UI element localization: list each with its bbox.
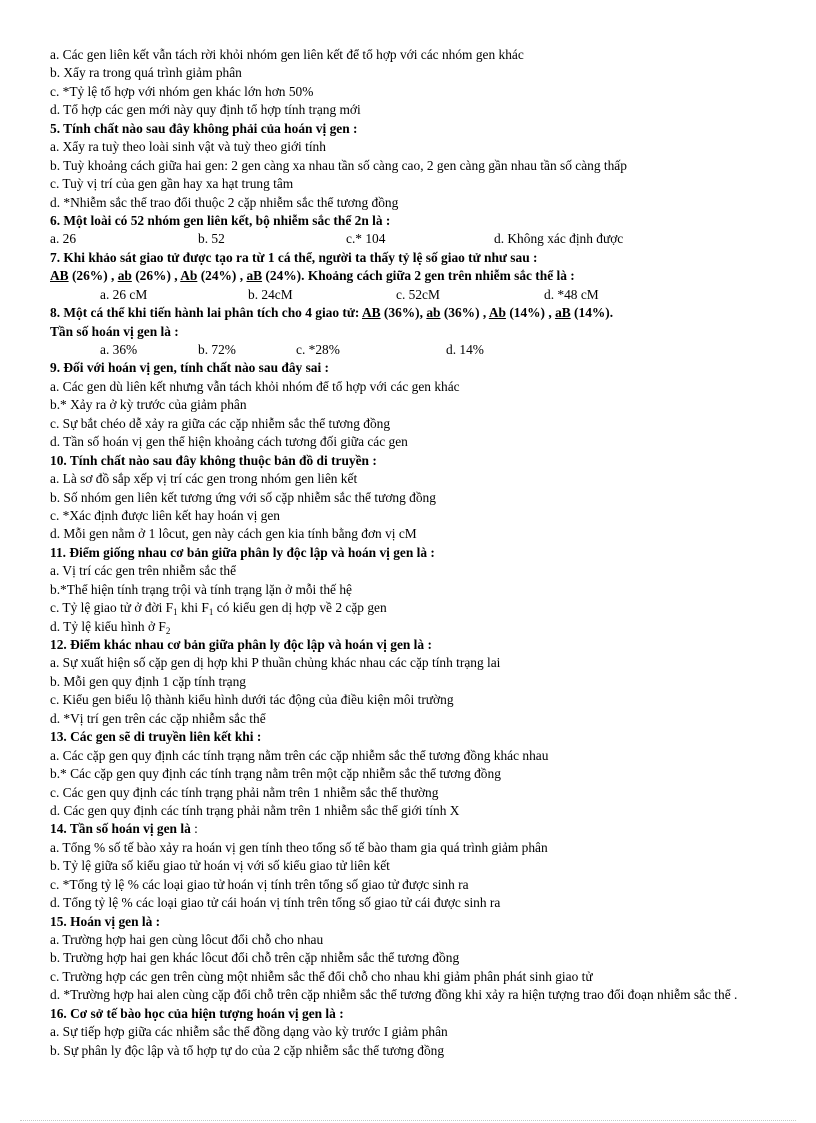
q6-option-a: a. 26: [50, 231, 77, 247]
q11-c-text: có kiểu gen dị hợp về 2 cặp gen: [213, 600, 387, 616]
gamete-ab: ab: [117, 268, 132, 284]
gamete-ratio: (36%) ,: [440, 305, 489, 321]
question-6-title: 6. Một loài có 52 nhóm gen liên kết, bộ nhiễm sắc thể 2n là :: [50, 212, 391, 228]
q12-option-b: b. Mỗi gen quy định 1 cặp tính trạng: [50, 673, 246, 689]
q10-option-b: b. Số nhóm gen liên kết tương ứng với số cặp nhiễm sắc thể tương đồng: [50, 489, 436, 505]
q15-option-a: a. Trường hợp hai gen cùng lôcut đổi chỗ cho nhau: [50, 932, 324, 947]
page-bottom-border: [20, 1120, 796, 1121]
q11-option-b: b.*Thể hiện tính trạng trội và tính trạng lặn ở mỗi thế hệ: [50, 581, 352, 597]
q6-option-b: b. 52: [198, 231, 225, 247]
gamete-ratio: (24%) ,: [197, 268, 247, 284]
q5-option-c: c. Tuỳ vị trí của gen gần hay xa hạt trung tâm: [50, 176, 294, 192]
question-5-title: 5. Tính chất nào sau đây không phải của hoán vị gen :: [50, 120, 358, 136]
q16-option-b: b. Sự phân ly độc lập và tổ hợp tự do của 2 cặp nhiễm sắc thể tương đồng: [50, 1042, 445, 1058]
subscript: 2: [165, 625, 171, 636]
q6-option-d: d. Không xác định được: [494, 231, 624, 247]
gamete-ab: ab: [426, 305, 441, 321]
q11-c-text: c. Tỷ lệ giao tử ở đời F: [50, 600, 174, 616]
q15-option-c: c. Trường hợp các gen trên cùng một nhiễm sắc thể đổi chỗ cho nhau khi giảm phân phát sinh giao tử: [50, 968, 593, 984]
gamete-aB: aB: [555, 305, 571, 321]
q14-option-b: b. Tỷ lệ giữa số kiểu giao tử hoán vị với số kiểu giao tử liên kết: [50, 858, 390, 874]
gamete-AB: AB: [361, 305, 381, 321]
q11-d-text: d. Tỷ lệ kiểu hình ở F: [50, 618, 166, 634]
q15-option-d: d. *Trường hợp hai alen cùng cặp đổi chỗ trên cặp nhiễm sắc thể tương đồng khi xảy ra hiện tượng trao đổi đoạn nhiễm sắc thể .: [50, 987, 738, 1003]
q12-option-d: d. *Vị trí gen trên các cặp nhiễm sắc thể: [50, 710, 266, 726]
q5-option-a: a. Xẩy ra tuỳ theo loài sinh vật và tuỳ theo giới tính: [50, 139, 326, 155]
gamete-Ab: Ab: [488, 305, 506, 321]
gamete-aB: aB: [246, 268, 263, 284]
question-14-title-line: [50, 820, 780, 838]
q13-option-a: a. Các cặp gen quy định các tính trạng nằm trên các cặp nhiễm sắc thể tương đồng khác nhau: [50, 747, 549, 763]
q7-option-c: c. 52cM: [396, 286, 440, 302]
q12-option-c: c. Kiểu gen biểu lộ thành kiểu hình dưới tác động của điều kiện môi trường: [50, 692, 454, 708]
q11-option-c: [50, 599, 780, 617]
q5-option-b: b. Tuỳ khoảng cách giữa hai gen: 2 gen càng xa nhau tần số càng cao, 2 gen càng gần nhau tần số càng thấp: [50, 157, 627, 173]
q14-option-a: a. Tổng % số tế bào xảy ra hoán vị gen tính theo tổng số tế bào tham gia quá trình giảm phân: [50, 839, 548, 855]
question-13-title: 13. Các gen sẽ di truyền liên kết khi :: [50, 729, 262, 745]
question-8-title-2: Tần số hoán vị gen là :: [50, 323, 179, 339]
gamete-ratio: (14%).: [570, 305, 614, 321]
question-14-title: 14. Tần số hoán vị gen là: [50, 821, 191, 837]
q13-option-b: b.* Các cặp gen quy định các tính trạng nằm trên một cặp nhiễm sắc thể tương đồng: [50, 766, 501, 782]
question-16-title: 16. Cơ sở tế bào học của hiện tượng hoán vị gen là :: [50, 1005, 344, 1021]
gamete-Ab: Ab: [180, 268, 198, 284]
q11-option-d: [50, 618, 780, 636]
q9-option-a: a. Các gen dù liên kết nhưng vẫn tách khỏi nhóm để tổ hợp với các gen khác: [50, 378, 460, 394]
q9-option-c: c. Sự bắt chéo dễ xảy ra giữa các cặp nhiễm sắc thể tương đồng: [50, 415, 391, 431]
gamete-AB: AB: [50, 268, 69, 284]
q8-option-c: c. *28%: [296, 342, 340, 357]
option-line: c. *Tỷ lệ tổ hợp với nhóm gen khác lớn hơn 50%: [50, 83, 314, 99]
q6-option-c: c.* 104: [346, 231, 386, 247]
q10-option-a: a. Là sơ đồ sắp xếp vị trí các gen trong nhóm gen liên kết: [50, 471, 358, 487]
q8-option-d: d. 14%: [446, 342, 484, 357]
q5-option-d: d. *Nhiễm sắc thể trao đổi thuộc 2 cặp nhiễm sắc thể tương đồng: [50, 194, 399, 210]
q7-option-d: d. *48 cM: [544, 286, 599, 302]
gamete-ratio: (26%) ,: [68, 268, 118, 284]
q7-option-b: b. 24cM: [248, 286, 293, 302]
option-line: a. Các gen liên kết vẫn tách rời khỏi nhóm gen liên kết để tổ hợp với các nhóm gen khác: [50, 47, 524, 62]
q8-options-row: [50, 341, 780, 359]
q7-options-row: [50, 286, 780, 304]
question-9-title: 9. Đối với hoán vị gen, tính chất nào sau đây sai :: [50, 360, 329, 376]
q16-option-a: a. Sự tiếp hợp giữa các nhiễm sắc thể đồng dạng vào kỳ trước I giảm phân: [50, 1024, 448, 1040]
subscript: 1: [173, 607, 178, 618]
subscript: 1: [208, 607, 214, 618]
q8-option-a: a. 36%: [100, 342, 138, 357]
gamete-ratio: (36%),: [380, 305, 427, 321]
q8-title-text: 8. Một cá thể khi tiến hành lai phân tích cho 4 giao tử:: [50, 305, 362, 321]
q9-option-b: b.* Xảy ra ở kỳ trước của giảm phân: [50, 397, 247, 413]
question-12-title: 12. Điểm khác nhau cơ bản giữa phân ly độc lập và hoán vị gen là :: [50, 637, 432, 652]
q10-option-c: c. *Xác định được liên kết hay hoán vị gen: [50, 507, 281, 523]
q12-option-a: a. Sự xuất hiện số cặp gen dị hợp khi P thuần chủng khác nhau các cặp tính trạng lai: [50, 655, 501, 671]
q11-option-a: a. Vị trí các gen trên nhiễm sắc thể: [50, 563, 237, 579]
q13-option-d: d. Các gen quy định các tính trạng phải nằm trên 1 nhiễm sắc thể giới tính X: [50, 802, 460, 818]
document-page: [50, 46, 780, 1060]
question-8-title: [50, 304, 780, 322]
gamete-ratio: (26%) ,: [131, 268, 181, 284]
q8-option-b: b. 72%: [198, 342, 236, 357]
question-15-title: 15. Hoán vị gen là :: [50, 913, 161, 929]
q14-option-c: c. *Tổng tỷ lệ % các loại giao tử hoán vị tính trên tổng số giao tử được sinh ra: [50, 876, 469, 892]
gamete-ratio: (14%) ,: [505, 305, 556, 321]
option-line: b. Xẩy ra trong quá trình giảm phân: [50, 65, 242, 81]
option-line: d. Tổ hợp các gen mới này quy định tổ hợp tính trạng mới: [50, 102, 361, 118]
gamete-ratio: (24%). Khoảng cách giữa 2 gen trên nhiễm sắc thể là :: [262, 268, 575, 284]
question-10-title: 10. Tính chất nào sau đây không thuộc bản đồ di truyền :: [50, 452, 377, 468]
q15-option-b: b. Trường hợp hai gen khác lôcut đổi chỗ trên cặp nhiễm sắc thể tương đồng: [50, 950, 460, 966]
q13-option-c: c. Các gen quy định các tính trạng phải nằm trên 1 nhiễm sắc thể thường: [50, 784, 439, 800]
q7-option-a: a. 26 cM: [100, 286, 148, 302]
q11-c-text: khi F: [177, 600, 209, 616]
q14-option-d: d. Tổng tỷ lệ % các loại giao tử cái hoán vị tính trên tổng số giao tử cái được sinh ra: [50, 895, 501, 911]
q14-title-tail: :: [190, 821, 198, 837]
q9-option-d: d. Tần số hoán vị gen thể hiện khoảng cách tương đối giữa các gen: [50, 434, 408, 450]
question-7-title: 7. Khi khảo sát giao tử được tạo ra từ 1 cá thể, người ta thấy tỷ lệ số giao tử như sau :: [50, 249, 538, 265]
q6-options-row: [50, 230, 780, 248]
question-11-title: 11. Điểm giống nhau cơ bản giữa phân ly độc lập và hoán vị gen là :: [50, 544, 435, 560]
q7-gametes-line: [50, 267, 780, 285]
q10-option-d: d. Mỗi gen nằm ở 1 lôcut, gen này cách gen kia tính bằng đơn vị cM: [50, 526, 417, 542]
